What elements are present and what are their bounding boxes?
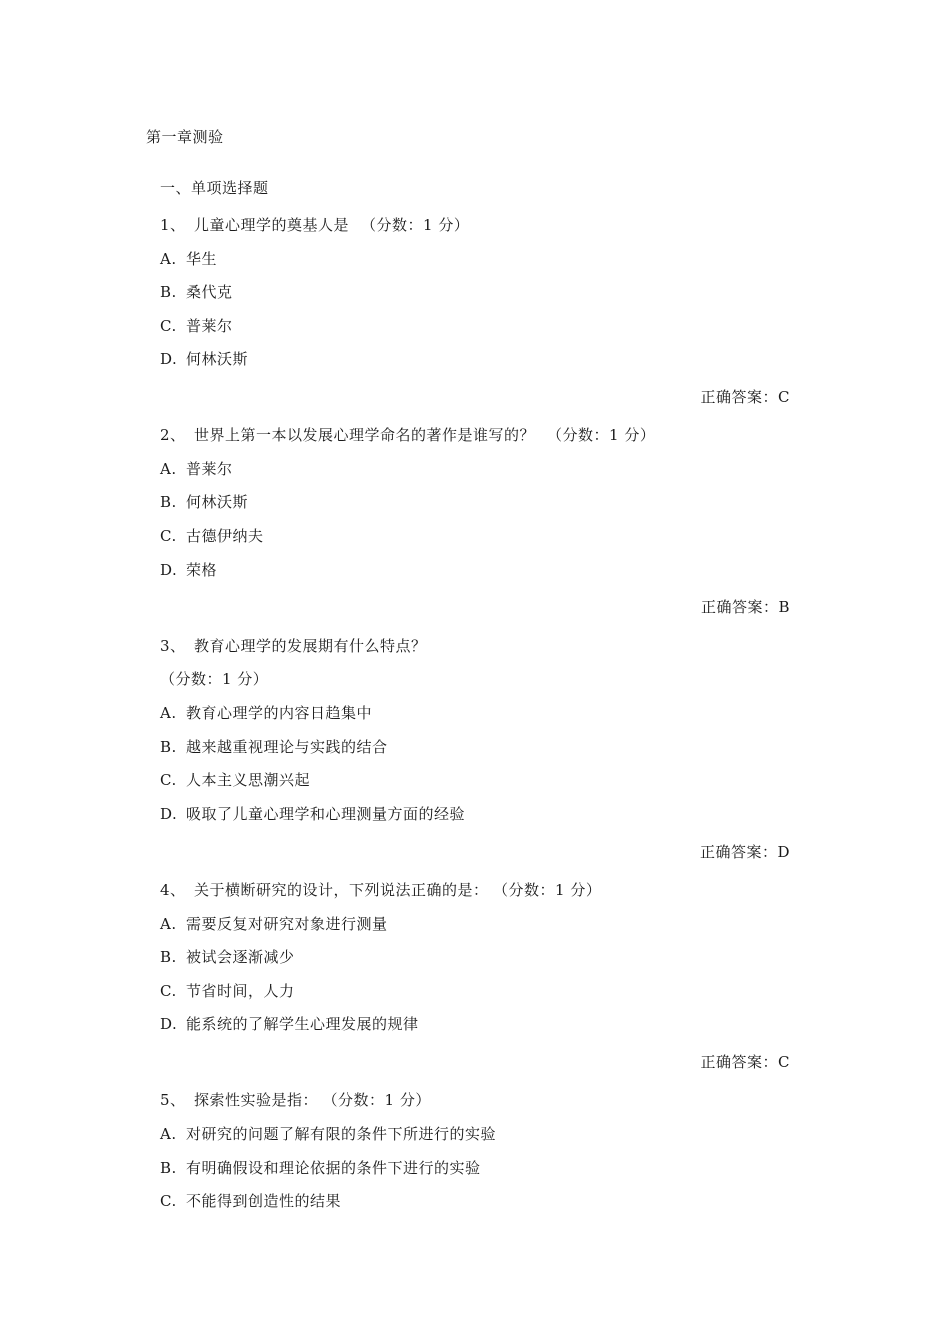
option-3c bbox=[160, 770, 310, 790]
option-1a bbox=[160, 249, 217, 269]
option-2c bbox=[160, 526, 264, 546]
option-5c bbox=[160, 1191, 341, 1211]
option-letter: A. bbox=[160, 1125, 177, 1143]
option-text: 需要反复对研究对象进行测量 bbox=[186, 915, 388, 933]
option-text: 不能得到创造性的结果 bbox=[186, 1192, 342, 1210]
option-letter: C. bbox=[160, 1192, 177, 1210]
page-title: 第一章测验 bbox=[146, 128, 224, 146]
answer-2 bbox=[701, 597, 790, 617]
question-5 bbox=[160, 1090, 431, 1110]
question-1 bbox=[160, 215, 469, 235]
option-letter: C. bbox=[160, 527, 177, 545]
option-text: 对研究的问题了解有限的条件下所进行的实验 bbox=[186, 1125, 497, 1143]
option-4d bbox=[160, 1014, 419, 1034]
option-5b bbox=[160, 1158, 481, 1178]
question-score: （分数：1 分） bbox=[547, 426, 656, 444]
option-4b bbox=[160, 947, 295, 967]
option-letter: A. bbox=[160, 460, 177, 478]
section-heading: 一、单项选择题 bbox=[160, 179, 269, 197]
option-text: 人本主义思潮兴起 bbox=[186, 771, 311, 789]
option-letter: C. bbox=[160, 317, 177, 335]
answer-value: C bbox=[778, 388, 790, 406]
option-letter: B. bbox=[160, 493, 177, 511]
answer-3 bbox=[700, 842, 790, 862]
option-letter: B. bbox=[160, 283, 177, 301]
option-letter: D. bbox=[160, 561, 178, 579]
option-letter: C. bbox=[160, 982, 177, 1000]
option-5a bbox=[160, 1124, 496, 1144]
answer-label: 正确答案： bbox=[700, 388, 779, 406]
question-score: （分数：1 分） bbox=[361, 216, 470, 234]
question-4 bbox=[160, 880, 601, 900]
option-1b bbox=[160, 282, 233, 302]
question-number: 1、 bbox=[160, 216, 186, 234]
question-text: 世界上第一本以发展心理学命名的著作是谁写的？ bbox=[194, 426, 536, 444]
option-text: 吸取了儿童心理学和心理测量方面的经验 bbox=[186, 805, 466, 823]
option-text: 荣格 bbox=[186, 561, 218, 579]
answer-label: 正确答案： bbox=[699, 843, 778, 861]
question-text: 关于横断研究的设计，下列说法正确的是： bbox=[194, 881, 489, 899]
option-text: 何林沃斯 bbox=[186, 350, 249, 368]
option-letter: B. bbox=[160, 738, 177, 756]
answer-label: 正确答案： bbox=[700, 1053, 779, 1071]
option-text: 何林沃斯 bbox=[186, 493, 249, 511]
answer-value: B bbox=[778, 598, 790, 616]
option-text: 节省时间，人力 bbox=[186, 982, 295, 1000]
option-text: 普莱尔 bbox=[186, 460, 233, 478]
question-number: 3、 bbox=[160, 637, 186, 655]
option-letter: D. bbox=[160, 805, 178, 823]
option-letter: D. bbox=[160, 350, 178, 368]
option-letter: A. bbox=[160, 915, 177, 933]
question-score: （分数：1 分） bbox=[500, 881, 602, 899]
option-1d bbox=[160, 349, 248, 369]
question-text: 教育心理学的发展期有什么特点？ bbox=[194, 637, 427, 655]
option-letter: B. bbox=[160, 1159, 177, 1177]
question-text: 儿童心理学的奠基人是 bbox=[194, 216, 350, 234]
option-letter: D. bbox=[160, 1015, 178, 1033]
option-letter: C. bbox=[160, 771, 177, 789]
answer-4 bbox=[701, 1052, 791, 1072]
option-text: 普莱尔 bbox=[186, 317, 233, 335]
option-text: 能系统的了解学生心理发展的规律 bbox=[186, 1015, 419, 1033]
option-letter: A. bbox=[160, 704, 177, 722]
option-3b bbox=[160, 737, 388, 757]
option-letter: A. bbox=[160, 250, 177, 268]
option-4c bbox=[160, 981, 295, 1001]
option-text: 有明确假设和理论依据的条件下进行的实验 bbox=[186, 1159, 481, 1177]
option-text: 桑代克 bbox=[186, 283, 233, 301]
question-score: （分数：1 分） bbox=[330, 1091, 431, 1109]
question-3 bbox=[160, 636, 427, 656]
option-2b bbox=[160, 492, 248, 512]
answer-1 bbox=[701, 387, 791, 407]
question-2 bbox=[160, 425, 655, 445]
option-text: 被试会逐渐减少 bbox=[186, 948, 295, 966]
answer-value: D bbox=[777, 843, 790, 861]
answer-label: 正确答案： bbox=[700, 598, 779, 616]
option-4a bbox=[160, 914, 388, 934]
option-text: 华生 bbox=[186, 250, 218, 268]
question-number: 4、 bbox=[160, 881, 186, 899]
question-text: 探索性实验是指： bbox=[194, 1091, 319, 1109]
option-1c bbox=[160, 316, 233, 336]
option-3d bbox=[160, 804, 465, 824]
option-text: 教育心理学的内容日趋集中 bbox=[186, 704, 373, 722]
question-number: 2、 bbox=[160, 426, 186, 444]
question-number: 5、 bbox=[160, 1091, 186, 1109]
option-2a bbox=[160, 459, 233, 479]
answer-value: C bbox=[778, 1053, 790, 1071]
option-text: 越来越重视理论与实践的结合 bbox=[186, 738, 388, 756]
option-3a bbox=[160, 703, 372, 723]
option-text: 古德伊纳夫 bbox=[186, 527, 264, 545]
option-2d bbox=[160, 560, 217, 580]
option-letter: B. bbox=[160, 948, 177, 966]
question-3-score: （分数：1 分） bbox=[160, 670, 269, 688]
